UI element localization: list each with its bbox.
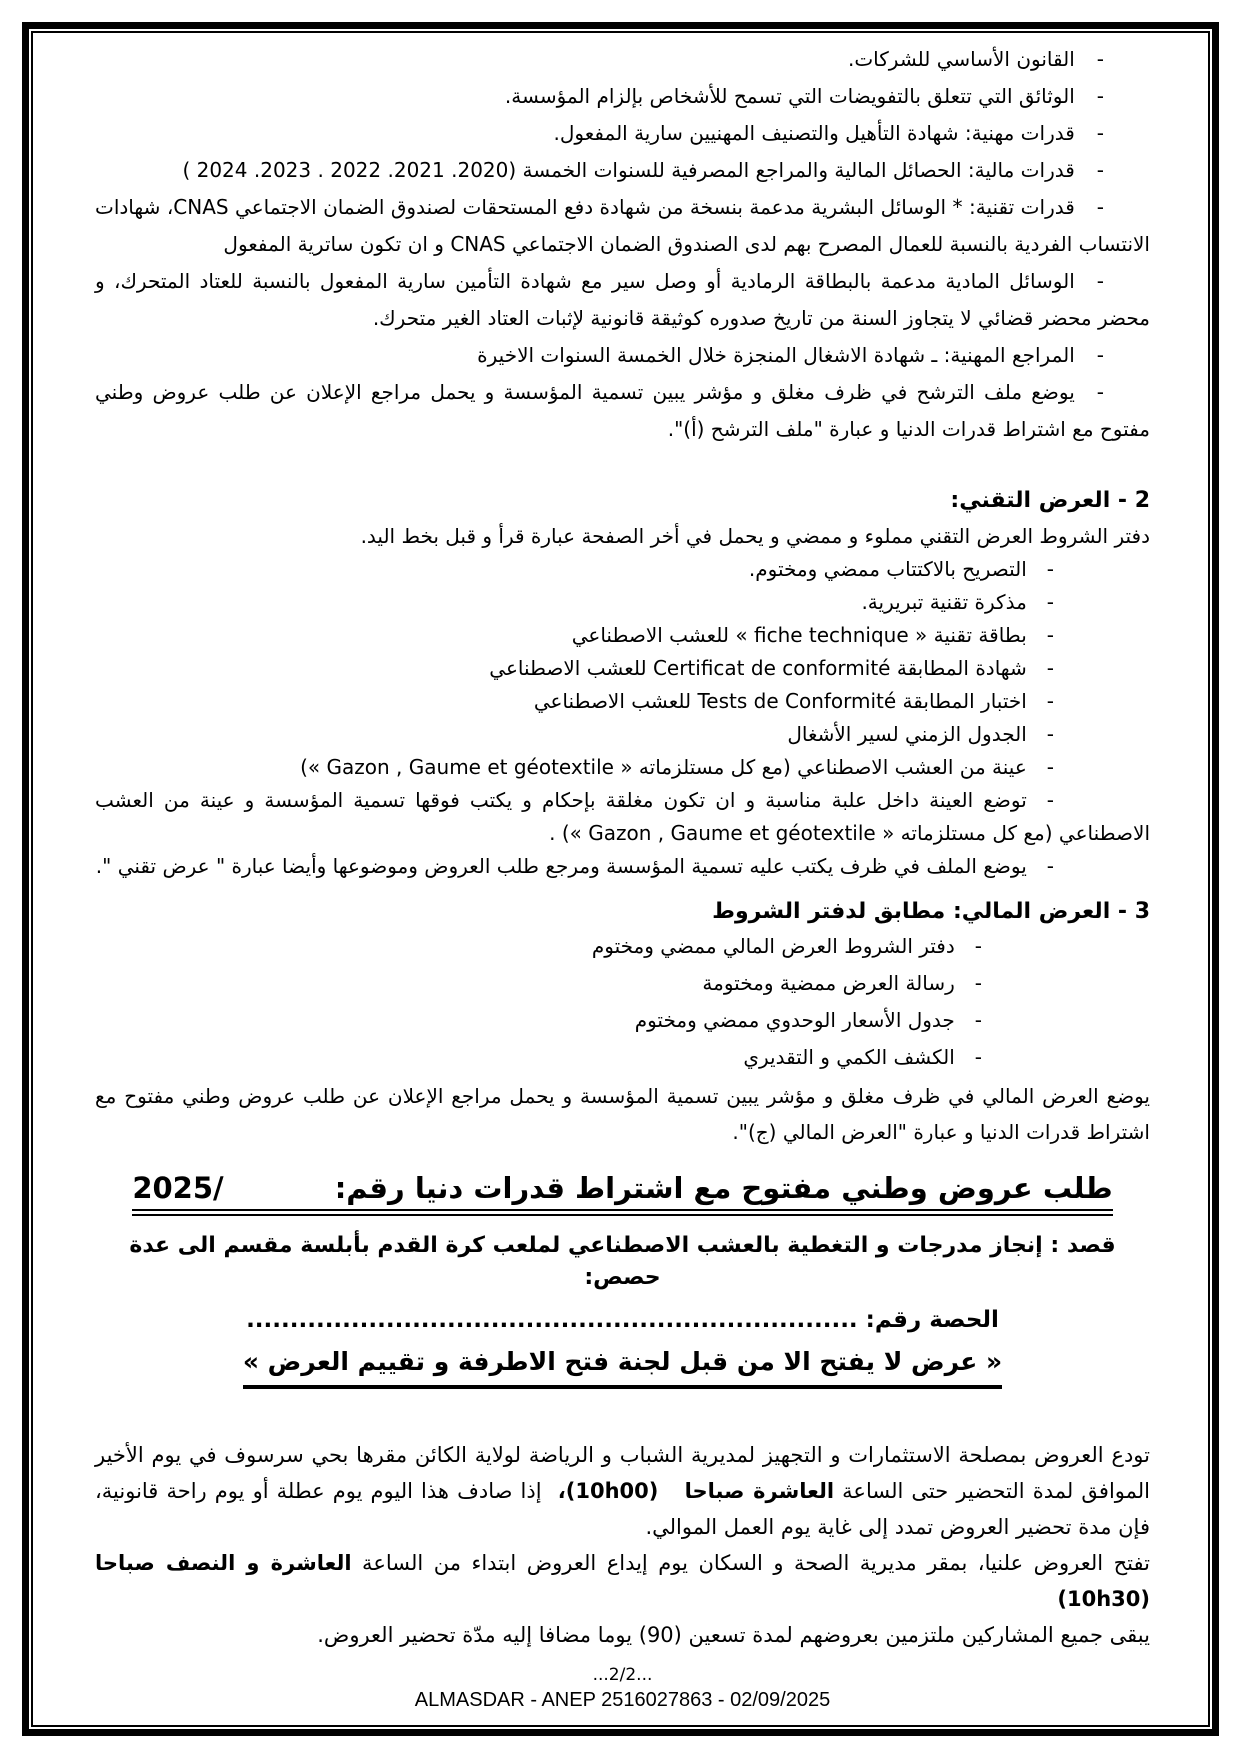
list-item bbox=[95, 115, 1150, 152]
list-dash: - bbox=[974, 1008, 982, 1032]
list-item-text: دفتر الشروط العرض المالي ممضي ومختوم bbox=[591, 934, 955, 958]
list-item bbox=[95, 1002, 1150, 1039]
list-dash: - bbox=[1096, 121, 1104, 145]
tender-title: طلب عروض وطني مفتوح مع اشتراط قدرات دنيا رقم: /2025 bbox=[132, 1170, 1112, 1216]
page-border-outer bbox=[22, 22, 1219, 1736]
list-item bbox=[95, 965, 1150, 1002]
list-dash: - bbox=[1046, 590, 1054, 614]
section-heading-technical-offer: 2 - العرض التقني: bbox=[950, 488, 1150, 513]
list-dash: - bbox=[974, 934, 982, 958]
list-item-text: الجدول الزمني لسير الأشغال bbox=[787, 722, 1027, 746]
list-dash: - bbox=[1046, 854, 1054, 878]
envelope-notice-wrap bbox=[95, 1346, 1150, 1389]
technical-offer-list bbox=[95, 553, 1150, 883]
list-item bbox=[95, 553, 1150, 586]
page-content bbox=[33, 33, 1208, 1725]
submission-paragraph bbox=[95, 1437, 1150, 1545]
tender-purpose: قصد : إنجاز مدرجات و التغطية بالعشب الاصطناعي لملعب كرة القدم بأبلسة مقسم الى عدة حصص: bbox=[129, 1233, 1116, 1291]
list-item-text: المراجع المهنية: ـ شهادة الاشغال المنجزة خلال الخمسة السنوات الاخيرة bbox=[477, 343, 1075, 367]
submission-text-rest: إذا صادف هذا اليوم يوم عطلة أو يوم راحة قانونية، فإن مدة تحضير العروض تمدد إلى غاية يوم العمل الموالي. bbox=[95, 1478, 1150, 1539]
list-dash: - bbox=[1046, 623, 1054, 647]
list-item bbox=[95, 652, 1150, 685]
list-item-text: قدرات مالية: الحصائل المالية والمراجع المصرفية للسنوات الخمسة (2020. 2021. 2022 . 2023. 2024 ) bbox=[182, 158, 1075, 182]
list-item bbox=[95, 337, 1150, 374]
list-item bbox=[95, 189, 1150, 263]
list-item bbox=[95, 784, 1150, 850]
list-dash: - bbox=[1046, 557, 1054, 581]
technical-offer-intro: دفتر الشروط العرض التقني مملوء و ممضي و يحمل في أخر الصفحة عبارة قرأ و قبل بخط اليد. bbox=[360, 524, 1150, 548]
list-item bbox=[95, 685, 1150, 718]
list-dash: - bbox=[1046, 689, 1054, 713]
list-item-text: مذكرة تقنية تبريرية. bbox=[861, 590, 1027, 614]
list-item bbox=[95, 1039, 1150, 1076]
list-dash: - bbox=[1096, 47, 1104, 71]
list-item-text: التصريح بالاكتتاب ممضي ومختوم. bbox=[748, 557, 1027, 581]
list-item-text: يوضع ملف الترشح في ظرف مغلق و مؤشر يبين تسمية المؤسسة و يحمل مراجع الإعلان عن طلب عروض وطني مفتوح مع اشتراط قدرات الدنيا و عبارة "ملف الترشح (أ)". bbox=[95, 380, 1150, 441]
list-dash: - bbox=[1096, 84, 1104, 108]
opening-time-words: العاشرة و النصف صباحا bbox=[95, 1550, 352, 1575]
list-item bbox=[95, 78, 1150, 115]
lot-number-line: الحصة رقم: ...................................................................... bbox=[246, 1307, 999, 1334]
list-item-text: قدرات تقنية: * الوسائل البشرية مدعمة بنسخة من شهادة دفع المستحقات لصندوق الضمان الاجتماعي CNAS، شهادات الانتساب الفردية بالنسبة للعمال المصرح بهم لدى الصندوق الضمان الاجتماعي CNAS و ان تكون ساترية المفعول bbox=[95, 195, 1150, 256]
list-dash: - bbox=[1046, 788, 1054, 812]
section-heading-financial-offer: 3 - العرض المالي: مطابق لدفتر الشروط bbox=[712, 899, 1150, 924]
list-item-text: بطاقة تقنية « fiche technique » للعشب الاصطناعي bbox=[571, 623, 1027, 647]
list-item-text: قدرات مهنية: شهادة التأهيل والتصنيف المهنيين سارية المفعول. bbox=[553, 121, 1075, 145]
submission-time-value: (10h00)، bbox=[557, 1478, 685, 1503]
list-dash: - bbox=[1096, 343, 1104, 367]
financial-offer-closing: يوضع العرض المالي في ظرف مغلق و مؤشر يبين تسمية المؤسسة و يحمل مراجع الإعلان عن طلب عروض وطني مفتوح مع اشتراط قدرات الدنيا و عبارة "العرض المالي (ج)". bbox=[95, 1084, 1150, 1144]
candidacy-file-list bbox=[95, 41, 1150, 448]
list-item-text: يوضع الملف في ظرف يكتب عليه تسمية المؤسسة ومرجع طلب العروض وموضوعها وأيضا عبارة " عرض تقني ". bbox=[95, 854, 1027, 878]
opening-paragraph bbox=[95, 1545, 1150, 1617]
list-dash: - bbox=[1096, 158, 1104, 182]
list-dash: - bbox=[1046, 722, 1054, 746]
list-item bbox=[95, 263, 1150, 337]
anep-reference: ALMASDAR - ANEP 2516027863 - 02/09/2025 bbox=[414, 1688, 831, 1711]
tender-title-wrap bbox=[95, 1170, 1150, 1216]
list-item bbox=[95, 718, 1150, 751]
list-item bbox=[95, 374, 1150, 448]
list-dash: - bbox=[1046, 755, 1054, 779]
list-dash: - bbox=[974, 971, 982, 995]
list-dash: - bbox=[1046, 656, 1054, 680]
page-number: ...2/2... bbox=[592, 1664, 653, 1685]
submission-time-words: العاشرة صباحا bbox=[684, 1478, 835, 1503]
list-item-text: القانون الأساسي للشركات. bbox=[847, 47, 1075, 71]
list-item bbox=[95, 928, 1150, 965]
list-item-text: توضع العينة داخل علبة مناسبة و ان تكون مغلقة بإحكام و يكتب فوقها تسمية المؤسسة و عينة من العشب الاصطناعي (مع كل مستلزماته « Gazon , Gaume et géotextile ») . bbox=[95, 788, 1150, 845]
list-item-text: اختبار المطابقة Tests de Conformité للعشب الاصطناعي bbox=[533, 689, 1027, 713]
list-item bbox=[95, 751, 1150, 784]
list-dash: - bbox=[1096, 380, 1104, 404]
opening-time-value: (10h30) bbox=[1057, 1586, 1150, 1611]
list-item bbox=[95, 41, 1150, 78]
list-item bbox=[95, 619, 1150, 652]
list-item-text: الكشف الكمي و التقديري bbox=[743, 1045, 955, 1069]
envelope-notice: « عرض لا يفتح الا من قبل لجنة فتح الاطرفة و تقييم العرض » bbox=[243, 1346, 1002, 1389]
submission-text: تودع العروض بمصلحة الاستثمارات و التجهيز لمديرية الشباب و الرياضة لولاية الكائن مقرها بحي سرسوف في يوم الأخير الموافق لمدة التحضير حتى الساعة bbox=[95, 1442, 1151, 1503]
list-item-text: عينة من العشب الاصطناعي (مع كل مستلزماته « Gazon , Gaume et géotextile ») bbox=[300, 755, 1027, 779]
list-item-text: شهادة المطابقة Certificat de conformité للعشب الاصطناعي bbox=[489, 656, 1027, 680]
list-item-text: جدول الأسعار الوحدوي ممضي ومختوم bbox=[634, 1008, 955, 1032]
validity-paragraph: يبقى جميع المشاركين ملتزمين بعروضهم لمدة تسعين (90) يوما مضافا إليه مدّة تحضير العروض. bbox=[317, 1622, 1150, 1647]
list-item bbox=[95, 850, 1150, 883]
list-dash: - bbox=[1096, 195, 1104, 219]
list-item-text: الوثائق التي تتعلق بالتفويضات التي تسمح للأشخاص بإلزام المؤسسة. bbox=[504, 84, 1075, 108]
page-border-inner bbox=[31, 31, 1210, 1727]
list-item-text: الوسائل المادية مدعمة بالبطاقة الرمادية أو وصل سير مع شهادة التأمين سارية المفعول بالنسبة للعتاد المتحرك، و محضر محضر قضائي لا يتجاوز السنة من تاريخ صدوره كوثيقة قانونية لإثبات العتاد الغير متحرك. bbox=[95, 269, 1150, 330]
list-item-text: رسالة العرض ممضية ومختومة bbox=[702, 971, 955, 995]
list-dash: - bbox=[1096, 269, 1104, 293]
list-item bbox=[95, 586, 1150, 619]
opening-text: تفتح العروض علنيا، بمقر مديرية الصحة و السكان يوم إيداع العروض ابتداء من الساعة bbox=[351, 1550, 1150, 1575]
list-item bbox=[95, 152, 1150, 189]
list-dash: - bbox=[974, 1045, 982, 1069]
financial-offer-list bbox=[95, 928, 1150, 1076]
